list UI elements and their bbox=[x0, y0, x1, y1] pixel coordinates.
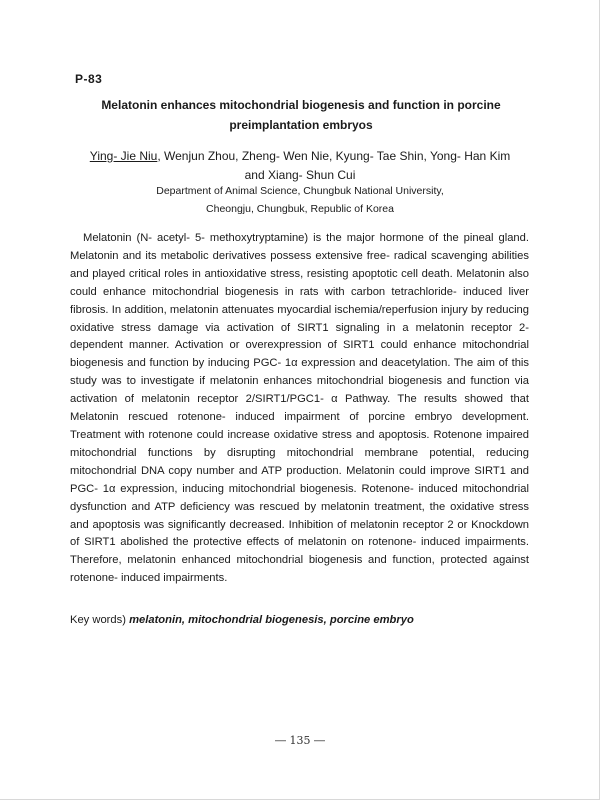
keywords-label: Key words) bbox=[70, 614, 126, 626]
author-list bbox=[80, 147, 520, 185]
abstract-title: Melatonin enhances mitochondrial biogenesis and function in porcine preimplantation embryos bbox=[101, 98, 501, 132]
keywords-values: melatonin, mitochondrial biogenesis, porcine embryo bbox=[129, 614, 414, 626]
affiliation bbox=[80, 182, 520, 218]
page-number: ― 135 ― bbox=[275, 734, 325, 747]
presenting-author: Ying- Jie Niu bbox=[89, 149, 158, 163]
abstract-code: P-83 bbox=[75, 72, 103, 86]
affiliation-line-2: Cheongju, Chungbuk, Republic of Korea bbox=[206, 203, 394, 215]
affiliation-line-1: Department of Animal Science, Chungbuk National University, bbox=[156, 185, 444, 197]
abstract-body: Melatonin (N- acetyl- 5- methoxytryptamine) is the major hormone of the pineal gland. Melatonin and its metabolic derivatives possess extensive free- radical scavenging abilities and played critical roles in antioxidative stress, resisting apoptotic cell death. Melatonin also could enhance mitochondrial biogenesis in rats with carbon tetrachloride- induced liver fibrosis. In addition, melatonin attenuates myocardial ischemia/reperfusion injury by reducing oxidative stress damage via activation of SIRT1 signaling in a melatonin receptor 2- dependent manner. Activation or overexpression of SIRT1 could enhance mitochondrial biogenesis and function by inducing PGC- 1α expression and deacetylation. The aim of this study was to investigate if melatonin enhances mitochondrial biogenesis and function via activation of melatonin receptor 2/SIRT1/PGC1- α Pathway. The results showed that Melatonin rescued rotenone- induced impairment of porcine embryo development. Treatment with rotenone could increase oxidative stress and apoptosis. Rotenone impaired mitochondrial functions by disrupting mitochondrial membrane potential, reducing mitochondrial DNA copy number and ATP production. Melatonin could improve SIRT1 and PGC- 1α expression, inducing mitochondrial biogenesis. Rotenone- induced mitochondrial dysfunction and ATP deficiency was rescued by melatonin treatment, the oxidative stress and apoptosis was significantly decreased. Inhibition of melatonin receptor 2 or Knockdown of SIRT1 abolished the protective effects of melatonin on rotenone- induced impairments. Therefore, melatonin enhanced mitochondrial biogenesis and function, protected against rotenone- induced impairments. bbox=[70, 232, 529, 585]
co-authors: , Wenjun Zhou, Zheng- Wen Nie, Kyung- Tae Shin, Yong- Han Kim and Xiang- Shun Cui bbox=[157, 149, 511, 182]
keywords-line bbox=[70, 612, 414, 629]
